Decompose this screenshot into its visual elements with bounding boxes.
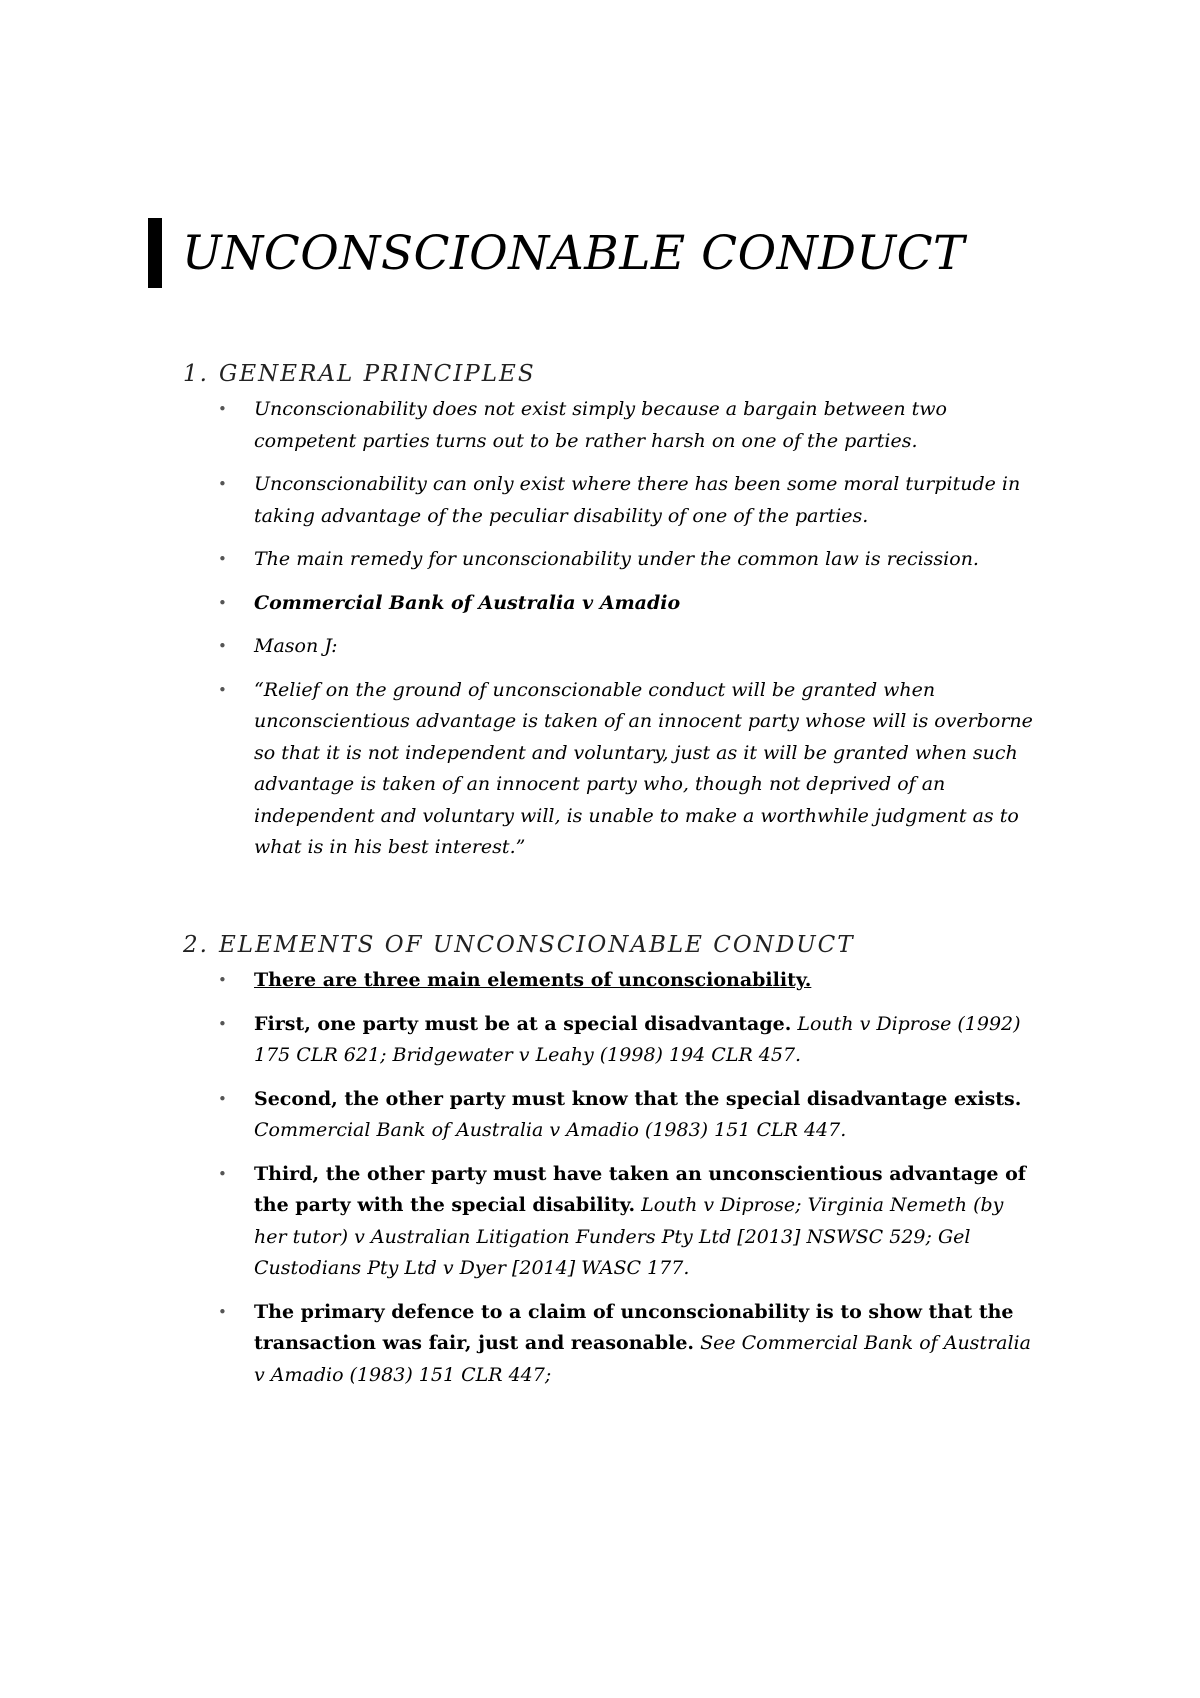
bullet-icon: • — [218, 1302, 227, 1321]
list-item — [218, 394, 1033, 457]
list-item — [218, 631, 1033, 663]
section-general-principles — [183, 356, 1033, 876]
section-number: 2. — [183, 932, 209, 958]
section-title: GENERAL PRINCIPLES — [219, 361, 536, 387]
element-citation: Louth v Diprose; Virginia Nemeth (by her tutor) v Australian Litigation Funders Pty Ltd [2013] NSWSC 529; Gel Custodians Pty Ltd v Dyer [2014] WASC 177. — [254, 1194, 1004, 1279]
bullet-icon: • — [218, 400, 227, 418]
case-name: Commercial Bank of Australia v Amadio — [254, 591, 681, 614]
section-heading — [183, 927, 1033, 963]
bullet-icon: • — [218, 637, 227, 655]
list-item — [218, 1297, 1033, 1392]
bullet-icon: • — [218, 593, 227, 612]
bullet-icon: • — [218, 550, 227, 568]
bullet-icon: • — [218, 1014, 227, 1033]
bullet-icon: • — [218, 1089, 227, 1108]
list-item-text: The main remedy for unconscionability under the common law is recission. — [254, 548, 979, 570]
judge-name: Mason J: — [254, 635, 338, 657]
list-item — [218, 965, 1033, 997]
document-title: UNCONSCIONABLE CONDUCT — [182, 225, 965, 281]
list-intro: There are three main elements of unconscionability. — [254, 969, 812, 991]
list-item — [218, 1159, 1033, 1285]
bullet-icon: • — [218, 680, 227, 699]
title-block — [148, 218, 965, 288]
list-item — [218, 1009, 1033, 1072]
list-item — [218, 675, 1033, 864]
element-statement: Second, the other party must know that the special disadvantage exists. — [254, 1087, 1022, 1110]
bullet-list — [183, 394, 1033, 864]
list-item — [218, 469, 1033, 532]
element-statement: First, one party must be at a special disadvantage. — [254, 1012, 792, 1035]
list-item — [218, 544, 1033, 576]
section-elements — [183, 927, 1033, 1403]
element-citation: Louth v Diprose (1992) 175 CLR 621; Bridgewater v Leahy (1998) 194 CLR 457. — [254, 1012, 1021, 1066]
section-heading — [183, 356, 1033, 392]
bullet-icon: • — [218, 475, 227, 493]
bullet-list — [183, 965, 1033, 1391]
list-item — [218, 1084, 1033, 1147]
section-number: 1. — [183, 361, 209, 387]
list-item — [218, 588, 1033, 620]
list-item-text: Unconscionability can only exist where there has been some moral turpitude in taking advantage of the peculiar disability of one of the parties. — [254, 473, 1021, 527]
bullet-icon: • — [218, 1164, 227, 1183]
element-citation: Commercial Bank of Australia v Amadio (1983) 151 CLR 447. — [254, 1119, 847, 1141]
quotation: “Relief on the ground of unconscionable conduct will be granted when unconscientious advantage is taken of an innocent party whose will is overborne so that it is not independent and voluntary, just as it will be granted when such advantage is taken of an innocent party who, though not deprived of an independent and voluntary will, is unable to make a worthwhile judgment as to what is in his best interest.” — [254, 678, 1033, 858]
element-statement: The primary defence to a claim of unconscionability is to show that the transaction was fair, just and reasonable. — [254, 1300, 1014, 1354]
list-item-text: Unconscionability does not exist simply because a bargain between two competent parties turns out to be rather harsh on one of the parties. — [254, 398, 947, 452]
bullet-icon: • — [218, 971, 227, 989]
title-accent-bar — [148, 218, 162, 288]
element-citation: See Commercial Bank of Australia v Amadio (1983) 151 CLR 447; — [254, 1332, 1031, 1386]
element-statement: Third, the other party must have taken an unconscientious advantage of the party with the special disability. — [254, 1162, 1026, 1216]
section-title: ELEMENTS OF UNCONSCIONABLE CONDUCT — [219, 932, 855, 958]
